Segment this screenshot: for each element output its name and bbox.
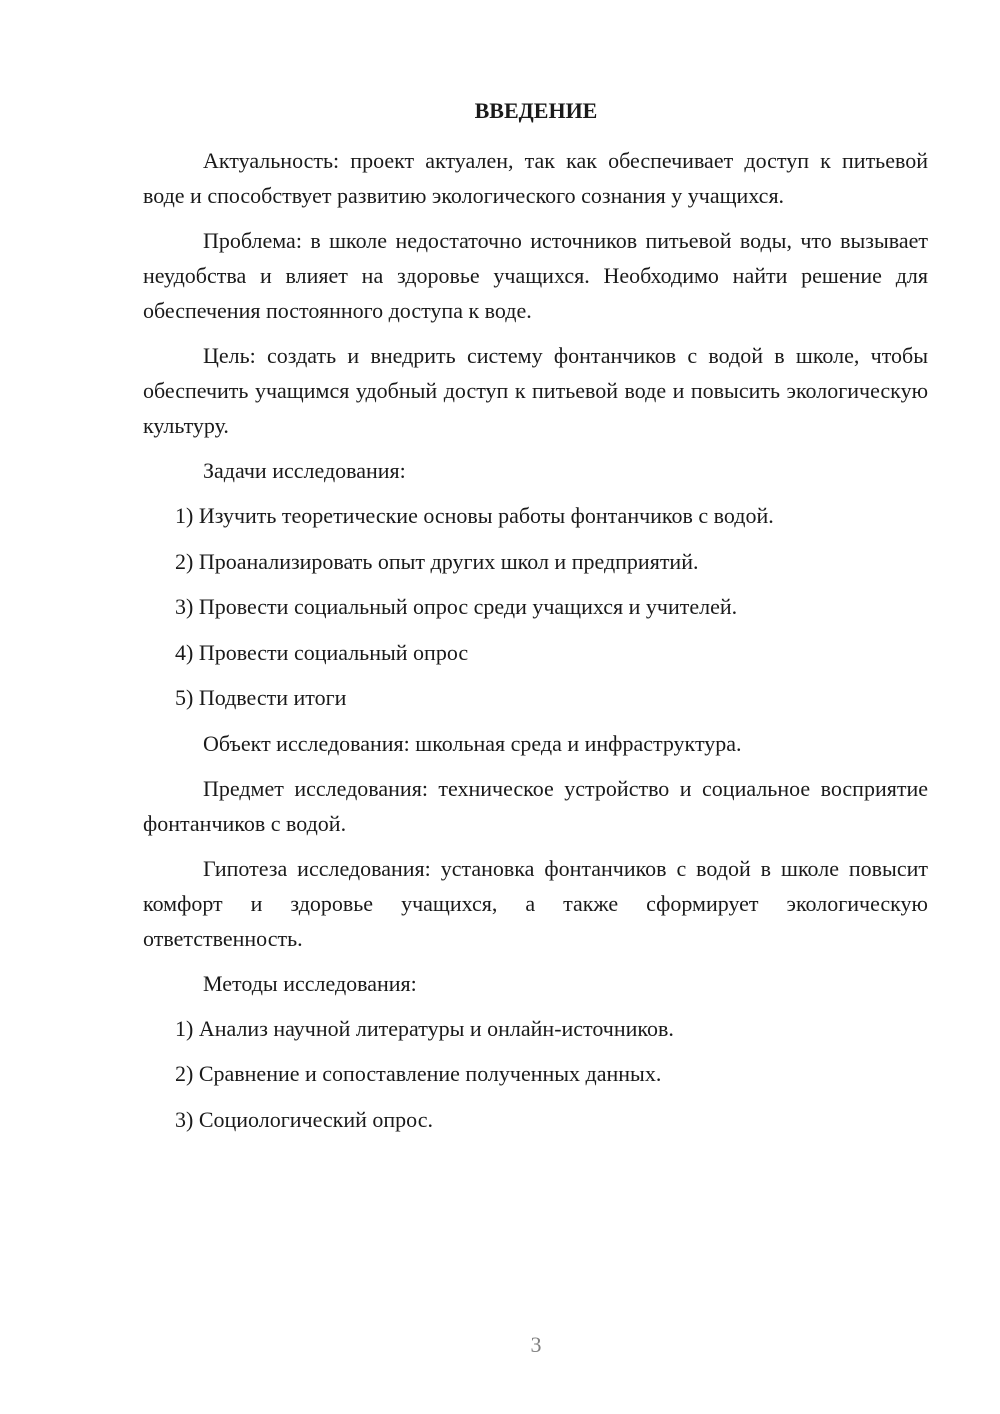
methods-heading: Методы исследования: [203,970,417,996]
tasks-list [143,498,928,715]
methods-list-item: 3) Социологический опрос. [175,1106,433,1132]
tasks-heading: Задачи исследования: [203,458,406,483]
object-paragraph: Объект исследования: школьная среда и инфраструктура. [203,730,742,756]
hypothesis-paragraph: Гипотеза исследования: установка фонтанчиков с водой в школе повысит комфорт и здоровье учащихся, а также сформирует экологическую ответственность. [143,855,928,951]
tasks-list-item: 1) Изучить теоретические основы работы фонтанчиков с водой. [175,503,774,528]
problem-paragraph: Проблема: в школе недостаточно источников питьевой воды, что вызывает неудобства и влияет на здоровье учащихся. Необходимо найти решение для обеспечения постоянного доступа к воде. [143,228,928,323]
page-title: ВВЕДЕНИЕ [474,98,598,123]
tasks-list-item: 2) Проанализировать опыт других школ и предприятий. [175,548,699,574]
subject-paragraph: Предмет исследования: техническое устройство и социальное восприятие фонтанчиков с водой. [143,775,928,836]
methods-list [143,1011,928,1137]
methods-list-item: 1) Анализ научной литературы и онлайн-источников. [175,1015,674,1041]
page-number: 3 [530,1332,542,1357]
tasks-list-item: 3) Провести социальный опрос среди учащихся и учителей. [175,594,738,619]
document-body [143,143,928,1147]
tasks-list-item: 5) Подвести итоги [175,685,347,710]
goal-paragraph: Цель: создать и внедрить систему фонтанчиков с водой в школе, чтобы обеспечить учащимся удобный доступ к питьевой воде и повысить экологическую культуру. [143,343,928,438]
methods-list-item: 2) Сравнение и сопоставление полученных данных. [175,1061,662,1086]
relevance-paragraph: Актуальность: проект актуален, так как обеспечивает доступ к питьевой воде и способствует развитию экологического сознания у учащихся. [143,148,928,208]
tasks-list-item: 4) Провести социальный опрос [175,639,469,665]
